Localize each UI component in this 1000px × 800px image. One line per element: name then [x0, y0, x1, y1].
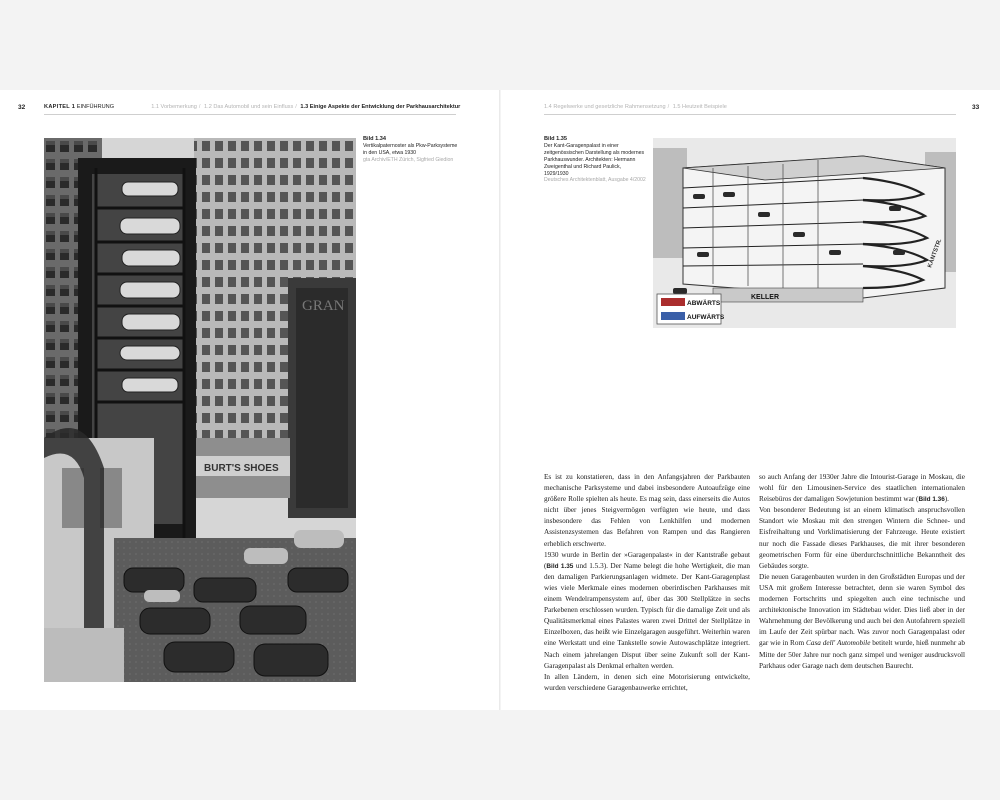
chapter-label: KAPITEL 1: [44, 104, 76, 110]
right-head-rule: [544, 114, 956, 115]
body-col1-paragraph-2: [544, 550, 750, 672]
figure-ref-1-36: Bild 1.36: [918, 496, 945, 504]
body-col2-p1-end: ).: [944, 495, 949, 504]
body-col2-paragraph-2: Von besonderer Bedeutung ist an einem klimatisch anspruchsvollen Standort wie Moskau mit den strengen Wintern die Schnee- und Eisfreihaltung und Vorklimatisierung der Fahrzeuge. Heute existiert nur noch die Fassade dieses Parkhauses, die mit ihrer besonderen geometrischen Form für eine überdurchschnittliche Bekanntheit des Gebäudes sorgte.: [759, 506, 965, 570]
figure-2-drawing: [653, 138, 956, 328]
figure-1-credit: gta Archiv/ETH Zürich, Sigfried Giedion: [363, 156, 454, 163]
left-page-number: 32: [18, 104, 26, 111]
section-link-1-1: 1.1 Vorbemerkung: [151, 104, 197, 110]
casa-automobile-italic: Casa dell' Automobile: [806, 639, 871, 648]
section-link-1-2: 1.2 Das Automobil und sein Einfluss: [204, 104, 294, 110]
body-col2-p3-start: Die neuen Garagenbauten wurden in den Großstädten Europas und der USA mit großem Interesse betrachtet, denn sie waren Symbol des modernen Fortschritts und spiegelten auch eine technische und architektonische Innovation im Städtebau wider. Dies ließ aber in der Wahrnehmung der Bevölkerung und auch bei den Autofahrern speziell im Laufe der Zeit spürbar nach. Was zuvor noch Garagenpalast oder gar wie in Rom: [759, 572, 965, 648]
section-current-1-3: 1.3 Einige Aspekte der Entwicklung der Parkhausarchitektur: [300, 104, 461, 110]
body-col1-paragraph-3: In allen Ländern, in denen sich eine Motorisierung entwickelte, wurden verschiedene Garagenbauwerke errichtet,: [544, 672, 750, 692]
shoes-sign: BURT'S SHOES: [204, 463, 279, 474]
body-col1-p2-start: 1930 wurde in Berlin der »Garagenpalast« in der Kantstraße gebaut (: [544, 550, 750, 570]
section-link-1-4: 1.4 Regelwerke und gesetzliche Rahmensetzung: [544, 104, 666, 110]
paternoster-photo-illustration: [44, 138, 356, 682]
gutter: [499, 90, 501, 710]
body-col1-paragraph-1: Es ist zu konstatieren, dass in den Anfangsjahren der Parkbauten mechanische Parksysteme und dabei insbesondere Autoaufzüge eine größere Rolle spielten als heute. Es mag sein, dass einerseits die Autos nicht über jenes Steigvermögen verfügten wie heute, und dass insbesondere das Fehlen von Lenkhilfen und modernen Assistenzsystemen das Befahren von Rampen und das Rangieren erheblich erschwerte.: [544, 473, 750, 548]
body-col2-paragraph-1: [759, 472, 965, 505]
figure-1-caption-text: Vertikalpaternoster als Pkw-Parksysteme in den USA, etwa 1930: [363, 142, 458, 156]
section-link-1-5: 1.5 Heutzeit Beispiele: [672, 104, 727, 110]
body-col1-p2-rest: und 1.5.3). Der Name belegt die hohe Wertigkeit, die man den damaligen Parkierungsanlagen widmete. Der Kant-Garagenplast wies viele Merkmale eines modernen oberirdischen Parkhauses mit einem Wendelrampensystem auf, über das 300 Stellplätze in sechs Parkebenen erschlossen wurden. Typisch für die damalige Zeit und als Qualitätsmerkmal eines Palastes waren zwei Drittel der Stellplätze in Einzelboxen, das heißt wie Einzelgaragen ausgeführt. Weiterhin waren eine Werkstatt und eine Tankstelle sowie Autowaschplätze integriert. Nach einem jahrelangen Disput über seine Zukunft soll der Kant-Garagenpalast als Denkmal erhalten werden.: [544, 561, 750, 670]
figure-1-number: Bild 1.34: [363, 136, 387, 142]
left-head-rule: [44, 114, 456, 115]
body-column-1: [544, 472, 750, 694]
abwaerts-label: ABWÄRTS: [687, 300, 721, 307]
body-col2-paragraph-3: [759, 572, 965, 672]
figure-2-credit: Deutsches Architektenblatt, Ausgabe 4/2002: [544, 177, 646, 184]
figure-2-caption: [544, 136, 646, 184]
figure-1-caption: [363, 136, 459, 164]
keller-label: KELLER: [751, 294, 779, 301]
gran-sign: GRAN: [302, 298, 345, 314]
figure-2-caption-text: Der Kant-Garagenpalast in einer zeitgenössischen Darstellung als modernes Parkhauswunder. Architekten: Hermann Zweigenthal und Richard Paulick, 1929/1930: [544, 142, 645, 177]
aufwaerts-label: AUFWÄRTS: [687, 314, 725, 321]
figure-ref-1-35: Bild 1.35: [546, 562, 574, 570]
chapter-title: EINFÜHRUNG: [76, 104, 115, 110]
right-running-head: 1.4 Regelwerke und gesetzliche Rahmensetzung / 1.5 Heutzeit Beispiele: [544, 104, 727, 110]
right-page-number: 33: [972, 104, 980, 111]
body-col2-p3-end: betitelt wurde, hieß nunmehr ab Mitte der 50er Jahre nur noch ganz simpel und weniger ausdrucksvoll Parkhaus oder Garage nach dem deutschen Baurecht.: [759, 639, 966, 670]
book-spread: [0, 90, 1000, 710]
kantstr-label: KANTSTR.: [927, 238, 944, 269]
body-column-2: [759, 472, 965, 672]
body-col2-p1-start: so auch Anfang der 1930er Jahre die Intourist-Garage in Moskau, die wohl für den Limousinen-Service des staatlichen internationalen Reisebüros der damaligen Sowjetunion bestimmt war (: [759, 473, 965, 504]
figure-2-number: Bild 1.35: [544, 136, 568, 142]
left-running-head: KAPITEL 1 EINFÜHRUNG 1.1 Vorbemerkung / 1.2 Das Automobil und sein Einfluss / 1.3 Einige Aspekte der Entwicklung der Parkhausarchitektur: [44, 104, 461, 110]
garage-cutaway-illustration: [653, 138, 956, 328]
figure-1-photo: [44, 138, 356, 682]
